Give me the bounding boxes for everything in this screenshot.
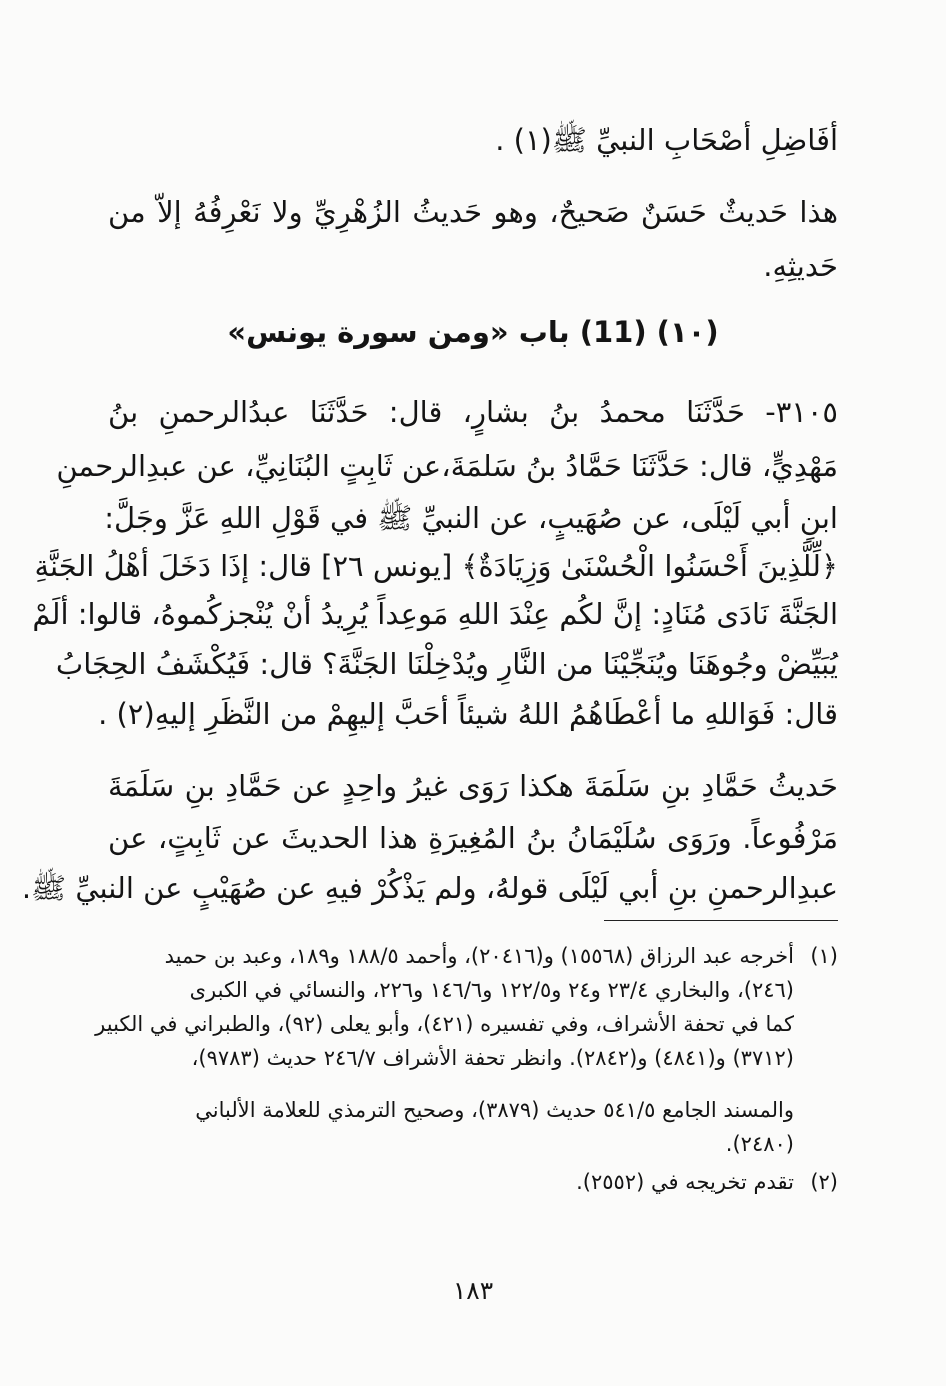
hadith-line: قال: فَوَاللهِ ما أعْطَاهُمُ اللهُ شيئاً أحَبَّ إليهِمْ من النَّظَرِ إليهِ(٢) . (98, 697, 838, 731)
footnote-2 (108, 1166, 838, 1198)
footnote-text: كما في تحفة الأشراف، وفي تفسيره (٤٢١)، وأبو يعلى (٩٢)، والطبراني في الكبير (95, 1012, 794, 1036)
commentary-line: حَديثُ حَمَّادِ بنِ سَلَمَةَ هكذا رَوَى غيرُ واحِدٍ عن حَمَّادِ بنِ سَلَمَةَ (108, 769, 838, 803)
hadith-line: ﴿لِّلَّذِينَ أَحْسَنُوا الْحُسْنَىٰ وَزِيَادَةٌ﴾ [يونس ٢٦] قال: إذَا دَخَلَ أهْلُ الجَنَّةِ (34, 549, 838, 583)
commentary-line: مَرْفُوعاً. ورَوَى سُلَيْمَانُ بنُ المُغِيرَةِ هذا الحديثَ عن ثَابِتٍ، عن (108, 821, 838, 855)
hadith-line: مَهْدِيٍّ، قال: حَدَّثَنَا حَمَّادُ بنُ سَلمَةَ،عن ثَابِتٍ البُنَانِيِّ، عن عبدِالرحمنِ (56, 449, 838, 483)
text-line: حَديثِهِ. (763, 249, 838, 283)
hadith-line: ابنِ أبي لَيْلَى، عن صُهَيبٍ، عن النبيِّ ﷺ في قَوْلِ اللهِ عَزَّ وجَلَّ: (104, 501, 838, 535)
hadith-line: يُبَيِّضْ وجُوهَنَا ويُنَجِّيْنَا من النَّارِ ويُدْخِلْنَا الجَنَّةَ؟ قال: فَيُكْشَفُ الحِجَابُ (55, 647, 838, 681)
commentary-line: عبدِالرحمنِ بنِ أبي لَيْلَى قولهُ، ولم يَذْكُرْ فيهِ عن صُهَيْبٍ عن النبيِّ ﷺ. (21, 871, 838, 905)
footnote-separator (604, 920, 838, 921)
footnote-1 (108, 940, 838, 972)
footnote-number: (١) (810, 944, 838, 968)
text-line: هذا حَديثٌ حَسَنٌ صَحيحٌ، وهو حَديثُ الزُهْرِيِّ ولا نَعْرِفُهُ إلاّ من (108, 195, 838, 229)
footnote-text: تقدم تخريجه في (٢٥٥٢). (576, 1170, 794, 1194)
hadith-line: ٣١٠٥- حَدَّثَنَا محمدُ بنُ بشارٍ، قال: حَدَّثَنَا عبدُالرحمنِ بنُ (108, 395, 838, 429)
footnote-text: (٢٤٦)، والبخاري ٢٣/٤ و٢٤ و١٢٢/٥ و١٤٦/٦ و٢٢٦، والنسائي في الكبرى (189, 978, 794, 1002)
footnote-text: أخرجه عبد الرزاق (١٥٥٦٨) و(٢٠٤١٦)، وأحمد ١٨٨/٥ و١٨٩، وعبد بن حميد (164, 944, 794, 968)
footnote-number: (٢) (810, 1170, 838, 1194)
hadith-line: الجَنَّةَ نَادَى مُنَادٍ: إنَّ لكُم عِنْدَ اللهِ مَوعِداً يُرِيدُ أنْ يُنْجزكُموهُ، قالوا: ألَمْ (32, 597, 838, 631)
page-number: ١٨٣ (452, 1276, 494, 1305)
footnote-text: (٣٧١٢) و(٤٨٤١) و(٢٨٤٢). وانظر تحفة الأشراف ٢٤٦/٧ حديث (٩٧٨٣)، (191, 1046, 794, 1070)
footnote-text: (٢٤٨٠). (725, 1132, 794, 1156)
footnote-text: والمسند الجامع ٥٤١/٥ حديث (٣٨٧٩)، وصحيح الترمذي للعلامة الألباني (195, 1098, 794, 1122)
section-heading: (١٠) (11) باب «ومن سورة يونس» (227, 315, 719, 349)
text-line: أفَاضِلِ أصْحَابِ النبيِّ ﷺ(١) . (495, 123, 838, 157)
